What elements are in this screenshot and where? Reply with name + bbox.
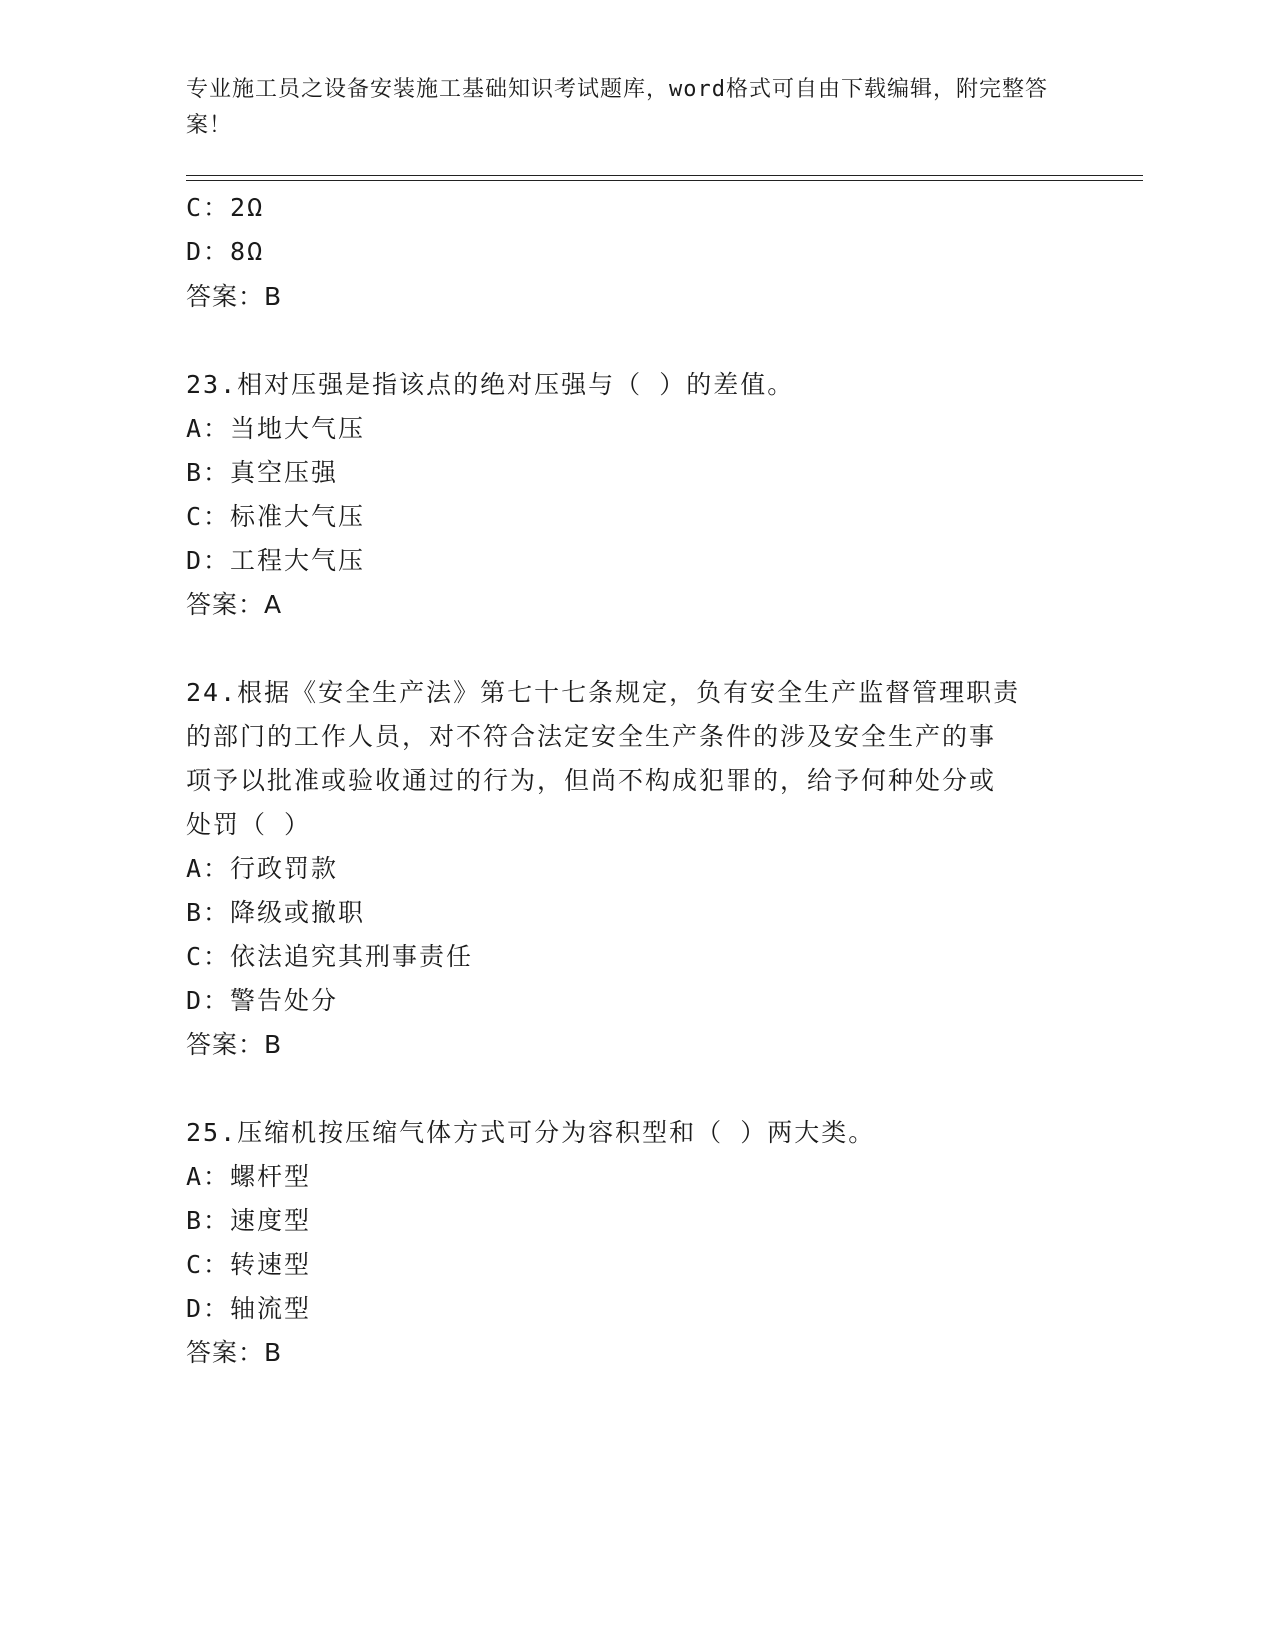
question-23-answer: 答案：A: [186, 590, 283, 619]
prev-option-d: D：8Ω: [186, 237, 265, 266]
question-24-answer: 答案：B: [186, 1030, 283, 1059]
question-23-option-d: D：工程大气压: [186, 546, 366, 575]
prev-option-c: C：2Ω: [186, 193, 265, 222]
question-24-stem-line-4: 处罚（ ）: [186, 810, 312, 839]
question-25-option-b: B：速度型: [186, 1206, 312, 1235]
question-24-option-b: B：降级或撤职: [186, 898, 366, 927]
question-23-option-a: A：当地大气压: [186, 414, 366, 443]
question-25-option-a: A：螺杆型: [186, 1162, 312, 1191]
question-25-answer: 答案：B: [186, 1338, 283, 1367]
question-25-option-d: D：轴流型: [186, 1294, 312, 1323]
question-25-option-c: C：转速型: [186, 1250, 312, 1279]
question-24-stem-line-1: 24.根据《安全生产法》第七十七条规定，负有安全生产监督管理职责: [186, 678, 1021, 707]
question-24-stem-line-3: 项予以批准或验收通过的行为，但尚不构成犯罪的，给予何种处分或: [186, 766, 997, 795]
document-header: 专业施工员之设备安装施工基础知识考试题库，word格式可自由下载编辑，附完整答案！: [186, 77, 1048, 138]
header-divider-bottom: [186, 180, 1143, 181]
question-23-stem: 23.相对压强是指该点的绝对压强与（ ）的差值。: [186, 370, 795, 399]
question-25-stem: 25.压缩机按压缩气体方式可分为容积型和（ ）两大类。: [186, 1118, 876, 1147]
question-24-option-d: D：警告处分: [186, 986, 339, 1015]
question-24-stem-line-2: 的部门的工作人员，对不符合法定安全生产条件的涉及安全生产的事: [186, 722, 997, 751]
question-23-option-b: B：真空压强: [186, 458, 339, 487]
question-23-option-c: C：标准大气压: [186, 502, 366, 531]
question-24-option-c: C：依法追究其刑事责任: [186, 942, 474, 971]
header-divider-top: [186, 175, 1143, 176]
prev-answer: 答案：B: [186, 282, 283, 311]
question-24-option-a: A：行政罚款: [186, 854, 339, 883]
